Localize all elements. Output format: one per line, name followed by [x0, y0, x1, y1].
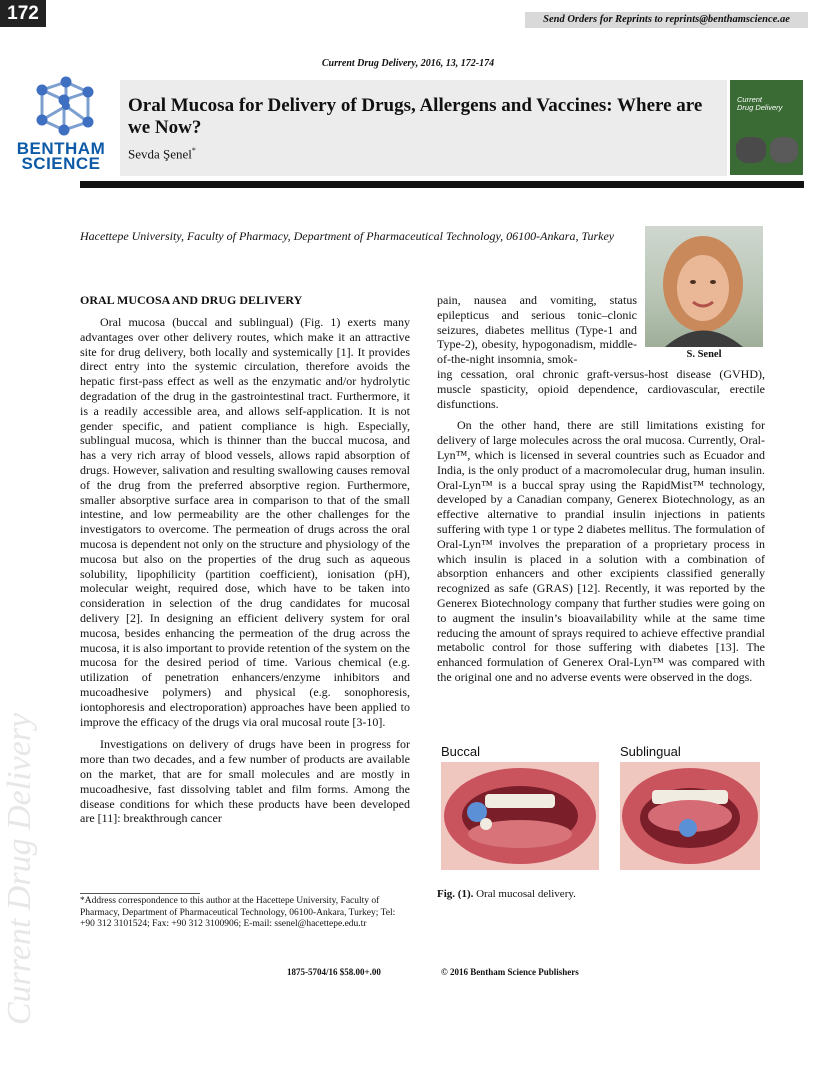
right-column-top [437, 293, 637, 367]
author-photo [645, 226, 763, 347]
cover-title-1: Current [737, 95, 763, 104]
paragraph-2: Investigations on delivery of drugs have been in progress for more than two decades, and a few number of products are available on the market, that are for small molecules and are mostly in mucoadhesive, fast dissolving tablet and film forms. Among the disease conditions for which these products have been developed are [11]: breakthrough cancer [80, 737, 410, 826]
cover-image [736, 137, 766, 163]
reprints-notice: Send Orders for Reprints to reprints@benthamscience.ae [525, 12, 808, 28]
molecule-icon [8, 76, 116, 146]
paragraph-2-cont-b: ing cessation, oral chronic graft-versus-host disease (GVHD), muscle spasticity, opioid dependence, cardiovascular, erectile disfunctions. [437, 367, 765, 411]
paragraph-3: On the other hand, there are still limitations existing for delivery of large molecules across the oral mucosa. Currently, Oral-Lyn™, which is licensed in several countries such as Ecuador and India, is the only product of a macromolecular drug, human insulin. Oral-Lyn™ is a buccal spray using the RapidMist™ technology, developed by a Canadian company, Generex Biotechnology, as an effective alternative to prandial insulin injections in patients suffering with type 1 or type 2 diabetes mellitus. The formulation of Oral-Lyn™ involves the preparation of a proprietary process in which insulin is placed in a solution with a combination of absorption enhancers and other excipients classified generally recognized as safe (GRAS) [12]. Recently, it was reported by the Generex Biotechnology company that further studies were going on to augment the insulin’s bioavailability while at the same time reducing the amount of sprays required to achieve effective prandial metabolic control for those suffering with diabetes [13]. The enhanced formulation of Generex Oral-Lyn™ was compared with the original one and no adverse events were observed in the dogs. [437, 418, 765, 684]
footnote-rule [80, 893, 200, 894]
affiliation: Hacettepe University, Faculty of Pharmacy, Department of Pharmaceutical Technology, 06100-Ankara, Turkey [80, 229, 615, 243]
figure-image-sublingual [620, 762, 760, 870]
mouth-sublingual-icon [620, 762, 760, 870]
article-title: Oral Mucosa for Delivery of Drugs, Allergens and Vaccines: Where are we Now? [128, 95, 703, 138]
logo-line-2: SCIENCE [21, 154, 101, 173]
page-number: 172 [0, 0, 46, 27]
figure-label-sublingual: Sublingual [620, 744, 681, 759]
paragraph-1: Oral mucosa (buccal and sublingual) (Fig. 1) exerts many advantages over other delivery routes, which make it an attractive site for drug delivery, both locally and systemically [1]. It provides direct entry into the systemic circulation, therefore avoids the hepatic first-pass effect as well as the enzymatic and/or hydrolytic degradation of the drug in the gastrointestinal tract. Furthermore, it is a readily accessible area, and allows self-application. It is not gender specific, and patient compliance is high. Especially, sublingual mucosa, which is thinner than the buccal mucosa, and has a very rich array of blood vessels, allows rapid absorption of drugs. However, salivation and resulting swallowing causes removal of the drug from the preferred absorptive region. Furthermore, smaller absorptive surface area in comparison to that of the small intestine, and low permeability are the other challenges for the investigators to overcome. The permeation of drugs across the oral mucosa is dependent not only on the structure and physiology of the mucosa but also on the properties of the drug such as aqueous solubility, lipophilicity (partition coefficient), ionisation (pH), molecular weight, required dose, which have to be taken into consideration in selection of the drug candidates for mucosal delivery [2]. In designing an efficient delivery system for oral mucosa, besides enhancing the permeation of the drug across the mucosa, it is also important to provide retention of the system on the mucosa for the desired period of time. Various chemical (e.g. utilization of penetration enhancers/enzyme inhibitors and mucoadhesive polymers) and physical (e.g. sonophoresis, iontophoresis and electroporation) approaches have been applied to improve the efficacy of the drugs via oral mucosal route [3-10]. [80, 315, 410, 729]
figure-caption-label: Fig. (1). [437, 888, 474, 900]
right-column [437, 367, 765, 685]
author-line [128, 146, 196, 162]
figure-caption-text: Oral mucosal delivery. [473, 888, 576, 900]
left-column [80, 315, 410, 826]
figure-image-buccal [441, 762, 599, 870]
journal-volume: 13 [445, 58, 456, 69]
bentham-logo-text [8, 141, 114, 171]
journal-watermark: Current Drug Delivery [1, 712, 38, 1026]
author-name: Sevda Şenel [128, 146, 192, 162]
copyright: © 2016 Bentham Science Publishers [441, 967, 579, 977]
cover-image [770, 137, 798, 163]
cover-title-2: Drug Delivery [737, 103, 783, 112]
figure-label-buccal: Buccal [441, 744, 481, 759]
journal-citation [0, 58, 816, 69]
mouth-buccal-icon [441, 762, 599, 870]
issn-price: 1875-5704/16 $58.00+.00 [287, 967, 381, 977]
figure-caption [437, 888, 576, 900]
photo-caption: S. Senel [686, 349, 722, 360]
portrait-icon [645, 226, 763, 347]
journal-year: , 2016, [415, 58, 446, 69]
paragraph-2-cont-a: pain, nausea and vomiting, status epilepticus and serious tonic–clonic seizures, diabetes mellitus (Type-1 and Type-2), obesity, hypogonadism, middle-of-the-night insomnia, smok- [437, 293, 637, 367]
journal-pages: , 172-174 [455, 58, 495, 69]
journal-name: Current Drug Delivery [321, 58, 416, 69]
author-mark: * [191, 146, 196, 155]
logo-line-1: BENTHAM [16, 139, 106, 158]
correspondence-footnote: *Address correspondence to this author at the Hacettepe University, Faculty of Pharmacy, Department of Pharmaceutical Technology, 06100-Ankara, Turkey; Tel: +90 312 3101524; Fax: +90 312 3100906; E-mail: ssenel@hacettepe.edu.tr [80, 896, 396, 929]
header-rule [80, 181, 804, 188]
section-heading: ORAL MUCOSA AND DRUG DELIVERY [80, 293, 303, 307]
